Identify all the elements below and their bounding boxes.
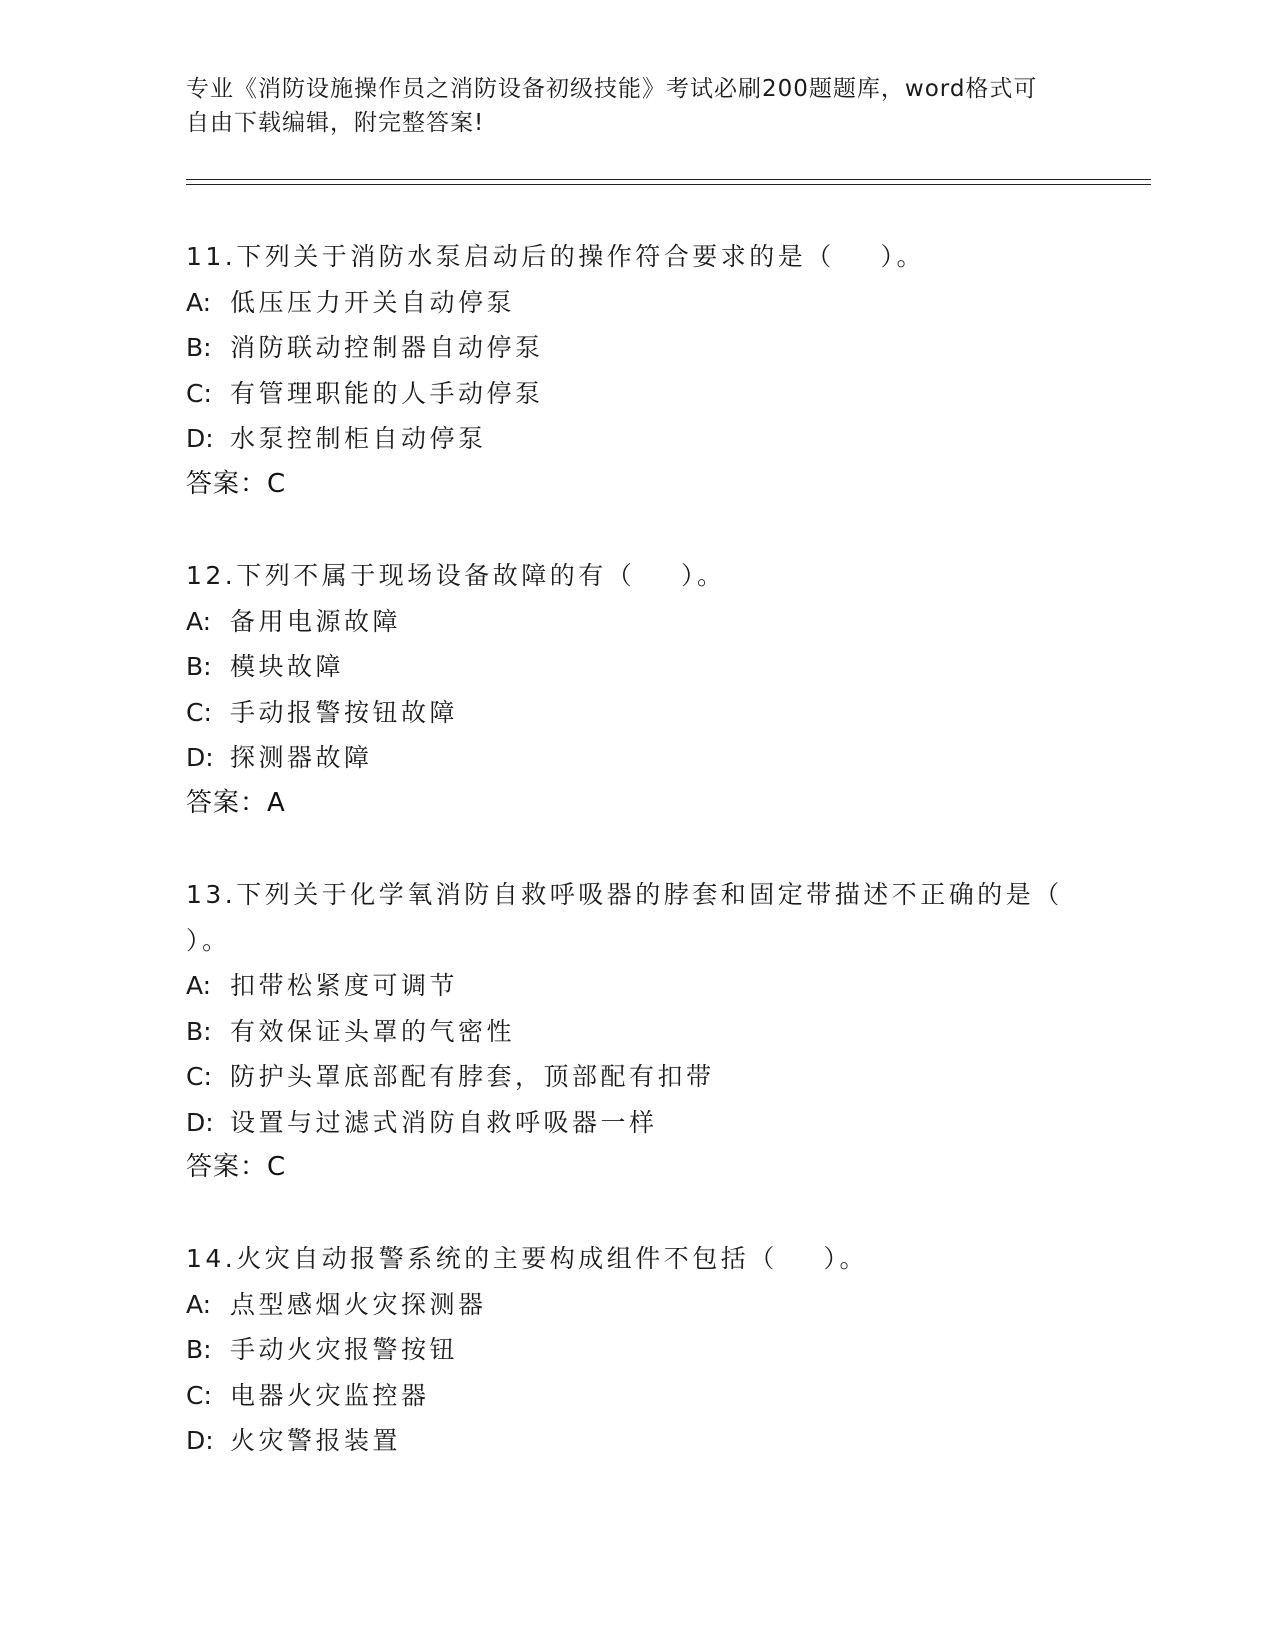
- option-text: 电器火灾监控器: [230, 1380, 430, 1410]
- question-13: [186, 872, 1109, 1191]
- option-b: [186, 325, 1086, 371]
- option-label: D:: [186, 743, 214, 772]
- option-text: 模块故障: [230, 652, 345, 681]
- option-label: A:: [186, 606, 212, 636]
- option-label: B:: [186, 652, 212, 681]
- option-label: C:: [186, 1380, 212, 1410]
- option-d: [186, 1100, 1086, 1146]
- option-text: 消防联动控制器自动停泵: [230, 333, 544, 362]
- option-c: [186, 371, 1086, 417]
- option-c: [186, 690, 1086, 736]
- document-header: [186, 72, 1086, 140]
- option-a: [186, 280, 1086, 326]
- option-text: 有效保证头罩的气密性: [230, 1016, 516, 1046]
- option-label: A:: [186, 1289, 212, 1319]
- question-12: [186, 553, 1086, 826]
- option-text: 水泵控制柜自动停泵: [230, 424, 487, 453]
- option-text: 手动报警按钮故障: [230, 697, 459, 727]
- option-label: D:: [186, 1426, 214, 1455]
- option-label: B:: [186, 1335, 212, 1364]
- question-stem: 14.火灾自动报警系统的主要构成组件不包括（ ）。: [186, 1244, 869, 1273]
- option-label: A:: [186, 971, 212, 1000]
- option-c: [186, 1373, 1086, 1419]
- option-b: [186, 1009, 1086, 1055]
- option-label: D:: [186, 1107, 214, 1137]
- option-d: [186, 1418, 1086, 1464]
- option-text: 点型感烟火灾探测器: [230, 1289, 487, 1319]
- option-b: [186, 1327, 1086, 1373]
- option-text: 有管理职能的人手动停泵: [230, 378, 544, 408]
- question-stem: 12.下列不属于现场设备故障的有（ ）。: [186, 561, 726, 590]
- answer-line: 答案：C: [186, 1152, 287, 1182]
- answer-line: 答案：A: [186, 787, 286, 818]
- option-label: C:: [186, 697, 212, 727]
- header-divider-bottom: [186, 184, 1151, 185]
- option-d: [186, 416, 1086, 462]
- header-divider-top: [186, 179, 1151, 180]
- option-label: B:: [186, 1016, 212, 1046]
- question-stem: 11.下列关于消防水泵启动后的操作符合要求的是（ ）。: [186, 242, 926, 271]
- option-text: 防护头罩底部配有脖套，顶部配有扣带: [230, 1062, 715, 1091]
- option-a: [186, 963, 1086, 1009]
- option-text: 低压压力开关自动停泵: [230, 287, 516, 317]
- question-14: [186, 1236, 1086, 1464]
- question-stem: 13.下列关于化学氧消防自救呼吸器的脖套和固定带描述不正确的是（ ）。: [186, 880, 1109, 955]
- option-text: 备用电源故障: [230, 606, 402, 636]
- option-label: D:: [186, 424, 214, 453]
- option-label: C:: [186, 1062, 212, 1091]
- option-label: C:: [186, 378, 212, 408]
- option-text: 火灾警报装置: [230, 1426, 402, 1455]
- option-text: 探测器故障: [230, 743, 373, 772]
- option-text: 手动火灾报警按钮: [230, 1335, 459, 1364]
- option-a: [186, 1282, 1086, 1328]
- answer-line: 答案：C: [186, 468, 287, 499]
- option-text: 扣带松紧度可调节: [230, 971, 459, 1000]
- header-line-2: 自由下载编辑，附完整答案!: [186, 110, 485, 136]
- option-b: [186, 644, 1086, 690]
- option-label: B:: [186, 333, 212, 362]
- option-text: 设置与过滤式消防自救呼吸器一样: [230, 1107, 658, 1137]
- header-line-1: 专业《消防设施操作员之消防设备初级技能》考试必刷200题题库，word格式可: [186, 76, 1038, 102]
- question-11: [186, 234, 1086, 507]
- option-d: [186, 735, 1086, 781]
- option-label: A:: [186, 287, 212, 317]
- option-c: [186, 1054, 1086, 1100]
- option-a: [186, 599, 1086, 645]
